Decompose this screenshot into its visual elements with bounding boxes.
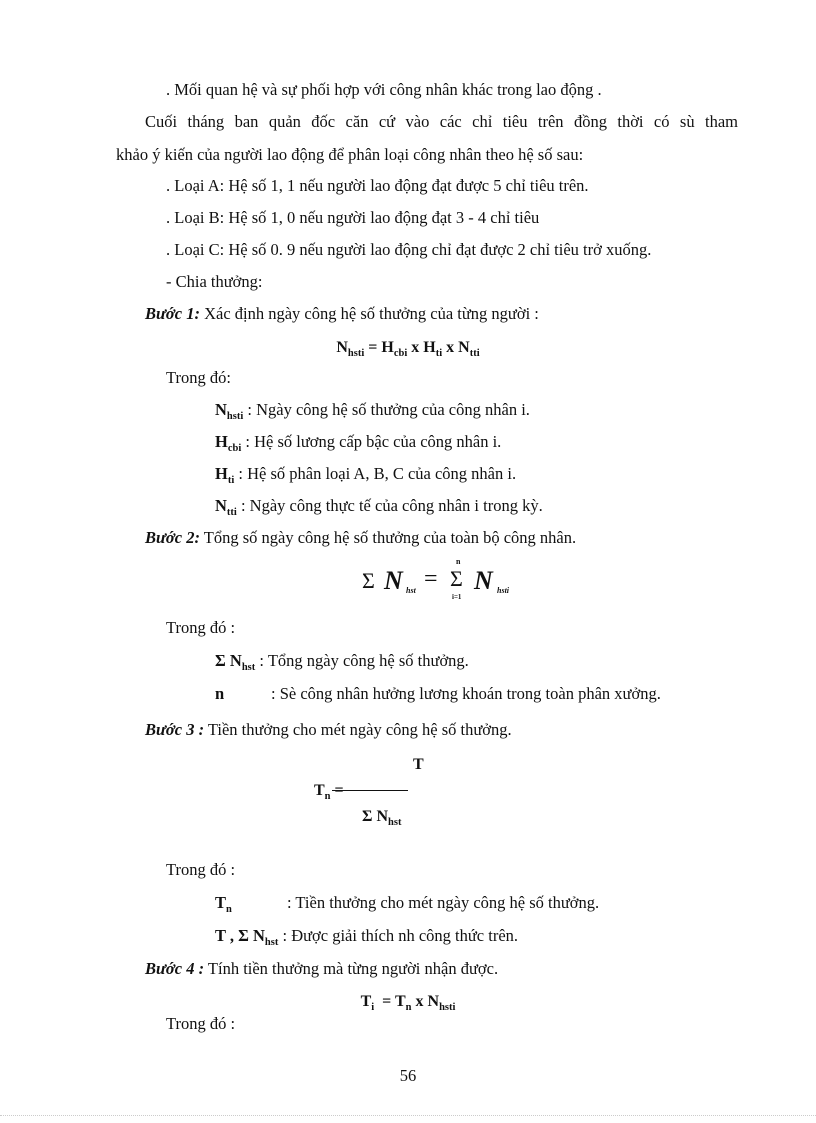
step-3-formula: T $T_n$ = Σ $N_{hst}$ xyxy=(314,756,424,828)
step-1-where: Trong đó: xyxy=(166,368,231,387)
definition-text: : Sè công nhân hưởng lương khoán trong toàn phân xưởng. xyxy=(271,684,661,703)
page-bottom-divider xyxy=(0,1115,816,1116)
step-2-where: Trong đó : xyxy=(166,618,236,637)
text-line: . Loại C: Hệ số 0. 9 nếu người lao động chỉ đạt được 2 chỉ tiêu trở xuống. xyxy=(166,240,652,259)
step-2-formula: Σ N hst = n Σ i=1 N hsti xyxy=(362,557,510,601)
definition-text: : Tiền thưởng cho mét ngày công hệ số thưởng. xyxy=(287,893,600,912)
step-1-formula: $N_{hsti} = H_{cbi}$ x $H_{ti}$ x $N_{tti}$ xyxy=(336,339,480,359)
definition-item: n xyxy=(215,684,225,703)
page-number: 56 xyxy=(399,1066,417,1085)
step-4-heading xyxy=(145,959,498,979)
step-3-label: Bước 3 : xyxy=(145,720,205,739)
step-1-text: Xác định ngày công hệ số thưởng của từng người : xyxy=(199,304,539,323)
step-4-label: Bước 4 : xyxy=(145,959,205,978)
definition-item: $T_n$ xyxy=(215,893,232,915)
step-1-heading xyxy=(145,304,539,324)
step-4-formula: $T_i = T_n$ x $N_{hsti}$ xyxy=(360,993,456,1013)
step-4-where: Trong đó : xyxy=(166,1014,236,1033)
text-line: . Loại B: Hệ số 1, 0 nếu người lao động đạt 3 - 4 chỉ tiêu xyxy=(166,208,540,227)
definition-item: $H_{ti}$ : Hệ số phân loại A, B, C của công nhân i. xyxy=(215,464,517,486)
text-line: Cuối tháng ban quản đốc căn cứ vào các chỉ tiêu trên đồng thời có sù tham xyxy=(145,112,738,131)
definition-item: $N_{tti}$ : Ngày công thực tế của công nhân i trong kỳ. xyxy=(215,496,543,518)
step-3-where: Trong đó : xyxy=(166,860,236,879)
definition-item: Σ $N_{hst}$ : Tổng ngày công hệ số thưởng. xyxy=(215,651,469,673)
definition-item: $H_{cbi}$ : Hệ số lương cấp bậc của công nhân i. xyxy=(215,432,502,454)
text-line: . Mối quan hệ và sự phối hợp với công nhân khác trong lao động . xyxy=(166,80,602,99)
step-2-label: Bước 2: xyxy=(145,528,200,547)
step-4-text: Tính tiền thưởng mà từng người nhận được. xyxy=(204,959,499,978)
text-line: - Chia thưởng: xyxy=(166,272,263,291)
step-1-label: Bước 1: xyxy=(145,304,200,323)
step-3-heading xyxy=(145,720,512,740)
step-2-text: Tổng số ngày công hệ số thưởng của toàn bộ công nhân. xyxy=(199,528,577,547)
step-2-heading xyxy=(145,528,576,548)
text-line: . Loại A: Hệ số 1, 1 nếu người lao động đạt được 5 chỉ tiêu trên. xyxy=(166,176,589,195)
definition-item: T , Σ $N_{hst}$ : Được giải thích nh công thức trên. xyxy=(215,926,519,948)
text-line: khảo ý kiến của người lao động để phân loại công nhân theo hệ số sau: xyxy=(116,145,584,164)
definition-item: $N_{hsti}$ : Ngày công hệ số thưởng của công nhân i. xyxy=(215,400,530,422)
step-3-text: Tiền thưởng cho mét ngày công hệ số thưởng. xyxy=(204,720,512,739)
